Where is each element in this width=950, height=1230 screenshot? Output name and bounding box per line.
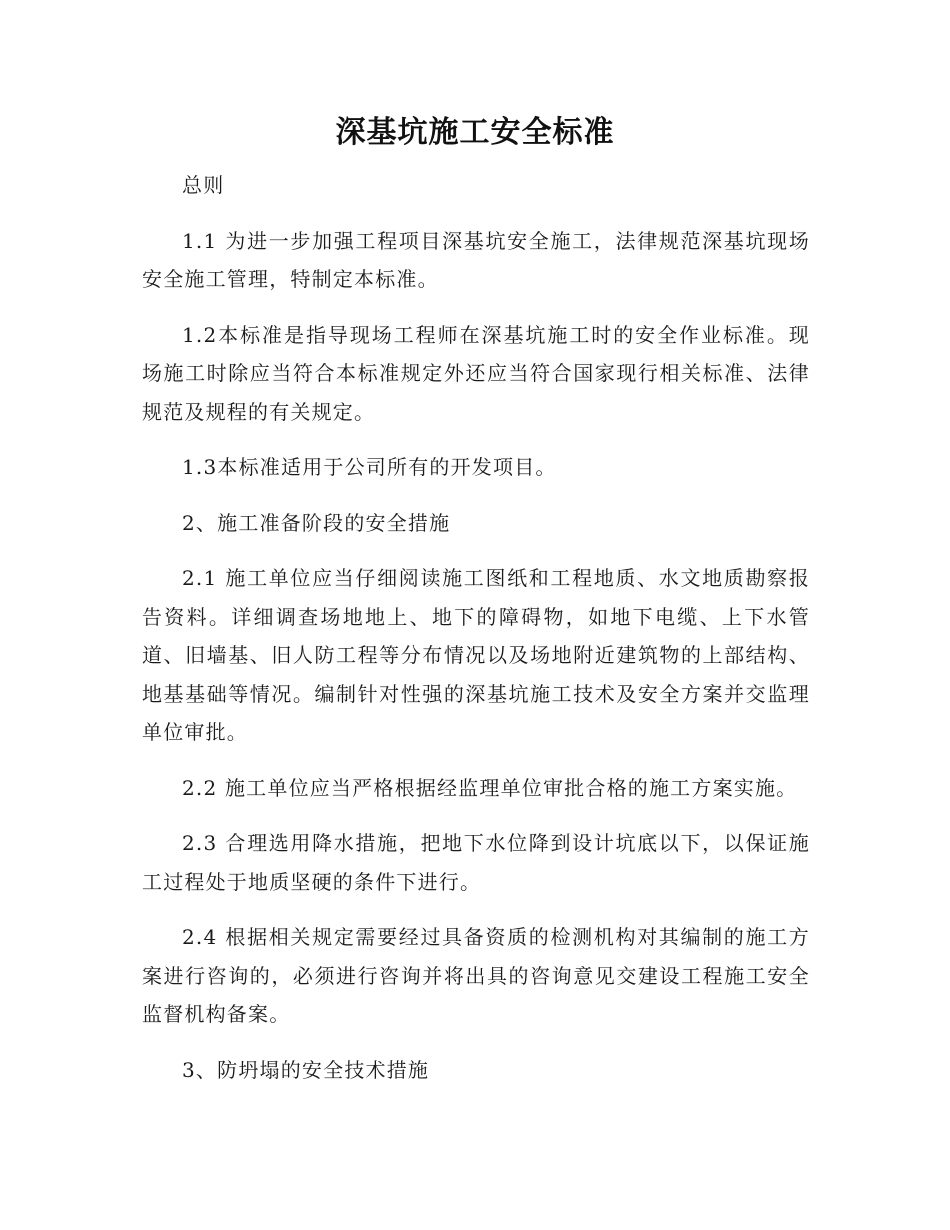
section-heading-3: 3、防坍塌的安全技术措施 [182, 1057, 430, 1082]
paragraph-1-2: 1.2本标准是指导现场工程师在深基坑施工时的安全作业标准。现场施工时除应当符合本标准规定外还应当符合国家现行相关标准、法律规范及规程的有关规定。 [142, 322, 810, 424]
paragraph-2-2: 2.2 施工单位应当严格根据经监理单位审批合格的施工方案实施。 [182, 775, 798, 800]
paragraph-2-4: 2.4 根据相关规定需要经过具备资质的检测机构对其编制的施工方案进行咨询的，必须进行咨询并将出具的咨询意见交建设工程施工安全监督机构备案。 [142, 925, 810, 1026]
paragraph-2-1: 2.1 施工单位应当仔细阅读施工图纸和工程地质、水文地质勘察报告资料。详细调查场地地上、地下的障碍物，如地下电缆、上下水管道、旧墙基、旧人防工程等分布情况以及场地附近建筑物的上部结构、地基基础等情况。编制针对性强的深基坑施工技术及安全方案并交监理单位审批。 [142, 566, 810, 744]
section-heading-2: 2、施工准备阶段的安全措施 [182, 510, 451, 535]
document-title: 深基坑施工安全标准 [335, 115, 615, 150]
paragraph-1-3: 1.3本标准适用于公司所有的开发项目。 [182, 455, 557, 479]
paragraph-general: 总则 [182, 173, 225, 197]
paragraph-2-3: 2.3 合理选用降水措施，把地下水位降到设计坑底以下，以保证施工过程处于地质坚硬的条件下进行。 [142, 831, 810, 894]
paragraph-1-1: 1.1 为进一步加强工程项目深基坑安全施工，法律规范深基坑现场安全施工管理，特制定本标准。 [142, 228, 810, 291]
document-body [142, 166, 810, 1106]
